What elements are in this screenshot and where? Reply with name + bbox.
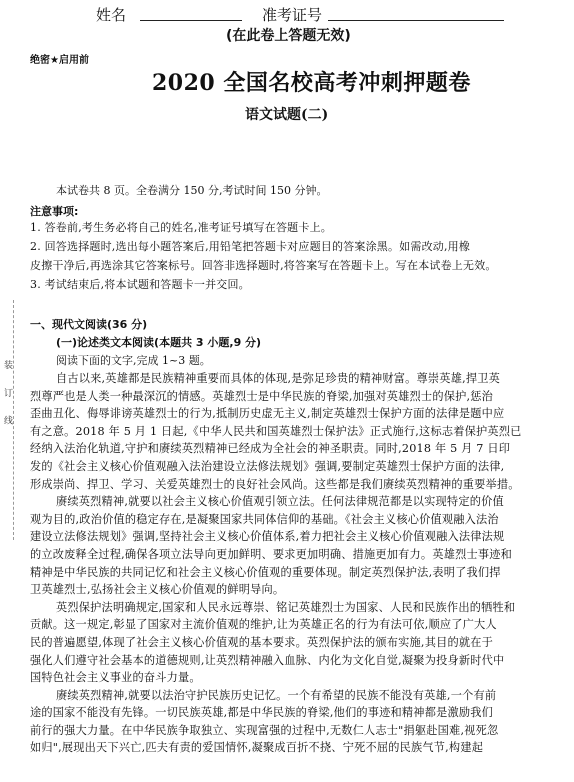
passage-line: 前行的强大力量。在中华民族争取独立、实现富强的过程中,无数仁人志士"捐躯赴国难,视死忽: [30, 723, 499, 737]
passage-line: 赓续英烈精神,就要以社会主义核心价值观引领立法。任何法律规范都是以实现特定的价值: [56, 495, 504, 509]
passage-line: 赓续英烈精神,就要以法治守护民族历史记忆。一个有希望的民族不能没有英雄,一个有前: [56, 688, 497, 702]
exam-no-label: 准考证号: [262, 6, 323, 24]
section-heading: [30, 316, 147, 332]
passage-line: 如归",展现出天下兴亡,匹夫有责的爱国情怀,凝聚成百折不挠、宁死不屈的民族气节,构建起: [30, 741, 484, 755]
paper-title: 2020 全国名校高考冲刺押题卷: [152, 70, 471, 96]
passage-line: 形成崇尚、捍卫、学习、关爱英雄烈士的良好社会风尚。这些都是我们赓续英烈精神的重要举措。: [30, 477, 520, 491]
reading-passage: [30, 370, 574, 757]
binding-margin-text: 装 订 线: [2, 360, 12, 433]
passage-line: 自古以来,英雄都是民族精神重要而具体的体现,是弥足珍贵的精神财富。尊崇英雄,捍卫英: [56, 372, 500, 385]
passage-line: 有之意。2018 年 5 月 1 日起,《中华人民共和国英雄烈士保护法》正式施行,这标志着保护英烈已: [30, 424, 522, 438]
passage-line: 途的国家不能没有先锋。一切民族英雄,都是中华民族的脊梁,他们的事迹和精神都是激励我们: [30, 706, 494, 720]
note-item: 2. 回答选择题时,选出每小题答案后,用铅笔把答题卡对应题目的答案涂黑。如需改动,用橡: [30, 240, 471, 253]
passage-line: 精神是中华民族的共同记忆和社会主义核心价值观的重要体现。制定英烈保护法,表明了我们捍: [30, 565, 501, 579]
passage-line: 民的普遍愿望,体现了社会主义核心价值观的基本要求。英烈保护法的颁布实施,其目的就在于: [30, 635, 494, 649]
passage-line: 观为目的,政治价值的稳定存在,是凝聚国家共同体信仰的基础。《社会主义核心价值观融入法治: [30, 512, 499, 526]
passage-line: 卫英雄烈士,弘扬社会主义核心价值观的鲜明导向。: [30, 583, 285, 597]
note-item: 皮擦干净后,再选涂其它答案标号。回答非选择题时,将答案写在答题卡上。写在本试卷上无效。: [30, 259, 497, 272]
passage-line: 国特色社会主义事业的奋斗力量。: [30, 671, 201, 685]
note-item: 1. 答卷前,考生务必将自己的姓名,准考证号填写在答题卡上。: [30, 221, 332, 234]
passage-line: 发的《社会主义核心价值观融入法治建设立法修法规划》强调,要制定英雄烈士保护方面的法律,: [30, 459, 505, 473]
passage-line: 强化人们遵守社会基本的道德规则,让英烈精神融入血脉、内化为文化自觉,凝聚为投身新时代中: [30, 653, 505, 667]
name-label: 姓名: [96, 6, 127, 24]
name-field-line[interactable]: [140, 20, 242, 21]
secret-tag: 绝密★启用前: [30, 55, 89, 66]
note-item: 3. 考试结束后,将本试题和答题卡一并交回。: [30, 278, 250, 291]
passage-line: 烈尊严也是人类一种最深沉的情感。英雄烈士是中华民族的脊梁,加强对英雄烈士的保护,惩治: [30, 389, 494, 403]
notes-heading: 注意事项:: [30, 205, 79, 218]
reading-instruction: 阅读下面的文字,完成 1~3 题。: [56, 354, 211, 367]
passage-line: 建设立法修法规划》强调,坚持社会主义核心价值体系,着力把社会主义核心价值观融入法律法规: [30, 530, 505, 544]
passage-line: 贡献。这一规定,彰显了国家对主流价值观的维护,让为英雄正名的行为有法可依,顺应了广大人: [30, 618, 497, 632]
subsection-heading: (一)论述类文本阅读(本题共 3 小题,9 分): [56, 336, 262, 349]
passage-line: 英烈保护法明确规定,国家和人民永远尊崇、铭记英雄烈士为国家、人民和民族作出的牺牲和: [56, 600, 516, 614]
answer-invalid-notice: (在此卷上答题无效): [226, 28, 351, 44]
section-title: 一、现代文阅读(36 分): [30, 318, 148, 331]
passage-line: 的立改废释全过程,确保各项立法导向更加鲜明、要求更加明确、措施更加有力。英雄烈士事迹和: [30, 547, 513, 561]
exam-intro: 本试卷共 8 页。全卷满分 150 分,考试时间 150 分钟。: [56, 184, 328, 197]
exam-no-field-line[interactable]: [328, 20, 504, 21]
paper-subtitle: 语文试题(二): [245, 107, 329, 123]
notes-list: [30, 218, 497, 294]
passage-line: 歪曲丑化、侮辱诽谤英雄烈士的行为,抵制历史虚无主义,制定英雄烈士保护方面的法律是题中应: [30, 407, 505, 421]
passage-line: 经纳入法治化轨道,守护和赓续英烈精神已经成为全社会的神圣职责。同时,2018 年 5 月 7 日印: [30, 442, 511, 456]
